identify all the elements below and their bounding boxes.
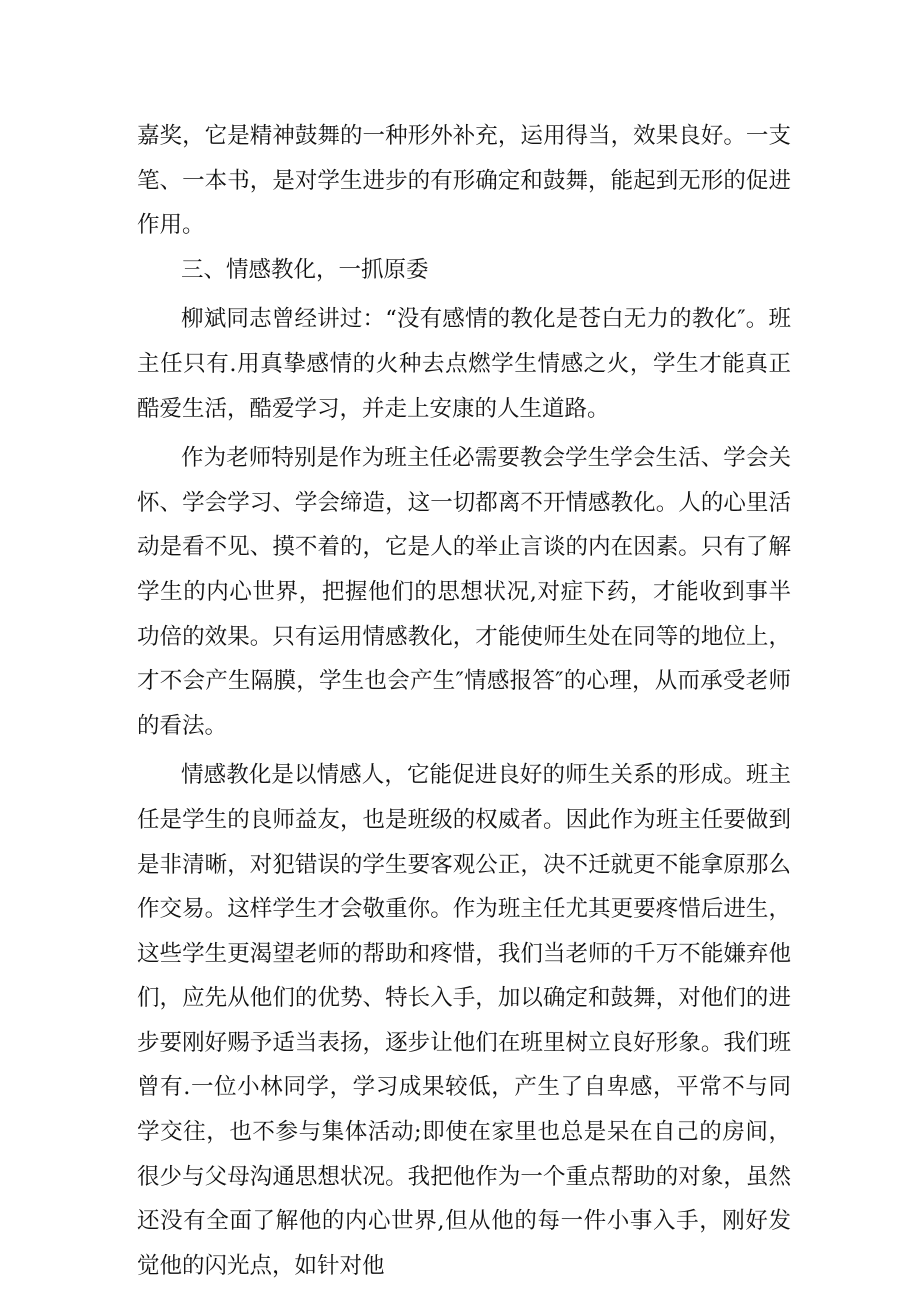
- paragraph: 情感教化是以情感人，它能促进良好的师生关系的形成。班主任是学生的良师益友，也是班级的权威者。因此作为班主任要做到是非清晰，对犯错误的学生要客观公正，决不迁就更不能拿原那么作交易。这样学生才会敬重你。作为班主任尤其更要疼惜后进生，这些学生更渴望老师的帮助和疼惜，我们当老师的千万不能嫌弃他们，应先从他们的优势、特长入手，加以确定和鼓舞，对他们的进步要刚好赐予适当表扬，逐步让他们在班里树立良好形象。我们班曾有.一位小林同学，学习成果较低，产生了自卑感，平常不与同学交往，也不参与集体活动;即使在家里也总是呆在自己的房间，很少与父母沟通思想状况。我把他作为一个重点帮助的对象，虽然还没有全面了解他的内心世界,但从他的每一件小事入手，刚好发觉他的闪光点，如针对他: [137, 762, 791, 1279]
- paragraph: 作为老师特别是作为班主任必需要教会学生学会生活、学会关怀、学会学习、学会缔造，这一切都离不开情感教化。人的心里活动是看不见、摸不着的，它是人的举止言谈的内在因素。只有了解学生的内心世界，把握他们的思想状况,对症下药，才能收到事半功倍的效果。只有运用情感教化，才能使师生处在同等的地位上，才不会产生隔膜，学生也会产生″情感报答″的心理，从而承受老师的看法。: [137, 445, 791, 739]
- section-heading: 三、情感教化，一抓原委: [181, 256, 429, 283]
- paragraph: 柳斌同志曾经讲过：“没有感情的教化是苍白无力的教化″。班主任只有.用真挚感情的火种去点燃学生情感之火，学生才能真正酷爱生活，酷爱学习，并走上安康的人生道路。: [137, 306, 791, 422]
- paragraph-continued: 嘉奖，它是精神鼓舞的一种形外补充，运用得当，效果良好。一支笔、一本书，是对学生进步的有形确定和鼓舞，能起到无形的促进作用。: [137, 123, 791, 239]
- document-body: [137, 114, 791, 1288]
